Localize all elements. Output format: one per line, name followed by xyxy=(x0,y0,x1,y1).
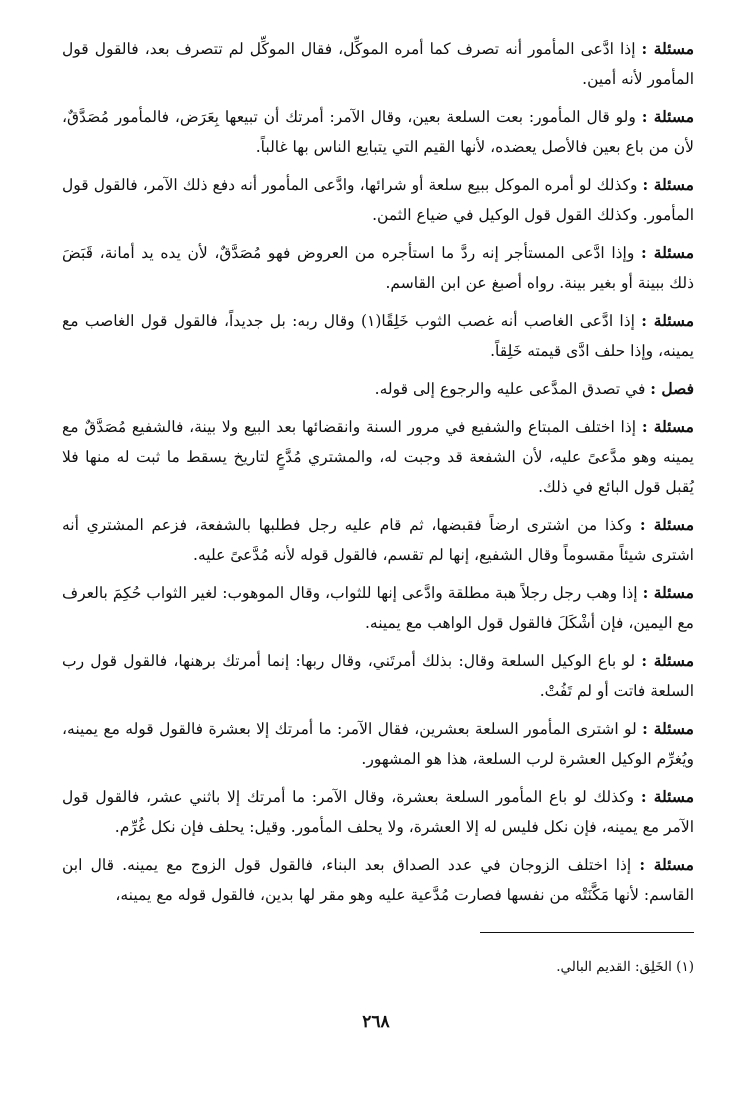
paragraph xyxy=(62,646,694,706)
paragraph-text: إذا وهب رجل رجلاً هبة مطلقة وادَّعى إنها للثواب، وقال الموهوب: لغير الثواب حُكِمَ بالعرف مع اليمين، فإن أشْكَلَ فالقول قول الواهب مع يمينه. xyxy=(62,584,694,632)
paragraph xyxy=(62,374,694,404)
paragraph-heading: مسئلة : xyxy=(641,651,694,670)
paragraph xyxy=(62,510,694,570)
paragraph-heading: مسئلة : xyxy=(641,39,694,58)
paragraph xyxy=(62,34,694,94)
paragraph-text: إذا اختلف الزوجان في عدد الصداق بعد البناء، فالقول قول الزوج مع يمينه. قال ابن القاسم: لأنها مَكَّنَتْه من نفسها فصارت مُدَّعية عليه وهو مقر لها بدين، فالقول قوله مع يمينه، xyxy=(62,856,694,904)
paragraph-text: لو باع الوكيل السلعة وقال: بذلك أمرتَني، وقال ربها: إنما أمرتك برهنها، فالقول قول رب السلعة فاتت أو لم تَفُتْ. xyxy=(62,652,694,700)
paragraph-heading: مسئلة : xyxy=(642,719,694,738)
paragraph xyxy=(62,850,694,910)
paragraph xyxy=(62,306,694,366)
paragraph-text: ولو قال المأمور: بعت السلعة بعين، وقال الآمر: أمرتك أن تبيعها بِعَرَض، فالمأمور مُصَدَّقٌ، لأن من باع بعين فالأصل يعضده، لأنها القيم التي يتبايع الناس بها غالباً. xyxy=(62,108,694,156)
footnote: (١) الخَلِق: القديم البالي. xyxy=(556,959,694,975)
paragraph-heading: مسئلة : xyxy=(641,311,695,330)
paragraph-text: في تصدق المدَّعى عليه والرجوع إلى قوله. xyxy=(374,380,651,398)
paragraph xyxy=(62,412,694,502)
paragraph-heading: مسئلة : xyxy=(641,107,694,126)
body-text xyxy=(62,34,694,910)
page-number: ٢٦٨ xyxy=(362,1012,390,1032)
footnote-separator xyxy=(480,932,694,933)
paragraph-text: إذا اختلف المبتاع والشفيع في مرور السنة وانقضائها بعد البيع ولا بينة، فالشفيع مُصَدَّقٌ مع يمينه وهو مدَّعىً عليه، لأن الشفعة قد وجبت له، والمشتري مُدَّعٍ لتاريخ يسقط ما ثبت له منها فلا يُقبل قول البائع في ذلك. xyxy=(62,418,694,496)
paragraph xyxy=(62,782,694,842)
paragraph-heading: مسئلة : xyxy=(642,175,694,194)
paragraph-text: وكذلك لو باع المأمور السلعة بعشرة، وقال الآمر: ما أمرتك إلا باثني عشر، فالقول قول الآمر مع يمينه، فإن نكل فليس له إلا العشرة، ولا يحلف المأمور. وقيل: يحلف فإن نكل غُرِّم. xyxy=(62,788,694,836)
paragraph-heading: مسئلة : xyxy=(642,583,694,602)
paragraph-text: إذا ادَّعى الغاصب أنه غصب الثوب خَلِقًا(١) وقال ربه: بل جديداً، فالقول قول الغاصب مع يمينه، وإذا حلف ادَّى قيمته خَلِقاً. xyxy=(62,312,694,360)
paragraph xyxy=(62,238,694,298)
paragraph-heading: مسئلة : xyxy=(639,515,694,534)
paragraph xyxy=(62,714,694,774)
paragraph-heading: مسئلة : xyxy=(639,855,694,874)
paragraph xyxy=(62,170,694,230)
paragraph-heading: مسئلة : xyxy=(641,417,694,436)
paragraph-heading: مسئلة : xyxy=(640,243,695,262)
paragraph-text: وكذلك لو أمره الموكل ببيع سلعة أو شرائها، وادَّعى المأمور أنه دفع ذلك الآمر، فالقول قول المأمور. وكذلك القول قول الوكيل في ضياع الثمن. xyxy=(62,176,694,224)
paragraph-text: وإذا ادَّعى المستأجر إنه ردَّ ما استأجره من العروض فهو مُصَدَّقٌ، لأن يده يد أمانة، قَبَضَ ذلك ببينة أو بغير بينة. رواه أصبغ عن ابن القاسم. xyxy=(62,244,694,292)
paragraph-text: وكذا من اشترى ارضاً فقبضها، ثم قام عليه رجل فطلبها بالشفعة، فزعم المشتري أنه اشترى شيئاً مقسوماً وقال الشفيع، إنها لم تقسم، فالقول قوله لأنه مُدَّعىً عليه. xyxy=(62,516,694,564)
paragraph-heading: مسئلة : xyxy=(640,787,694,806)
paragraph xyxy=(62,102,694,162)
paragraph-heading: فصل : xyxy=(650,379,694,398)
paragraph-text: لو اشترى المأمور السلعة بعشرين، فقال الآمر: ما أمرتك إلا بعشرة فالقول قوله مع يمينه، ويُغرِّم الوكيل العشرة لرب السلعة، هذا هو المشهور. xyxy=(62,720,694,768)
paragraph-text: إذا ادَّعى المأمور أنه تصرف كما أمره الموكِّل، فقال الموكِّل لم تتصرف بعد، فالقول قول المأمور لأنه أمين. xyxy=(62,40,694,88)
paragraph xyxy=(62,578,694,638)
